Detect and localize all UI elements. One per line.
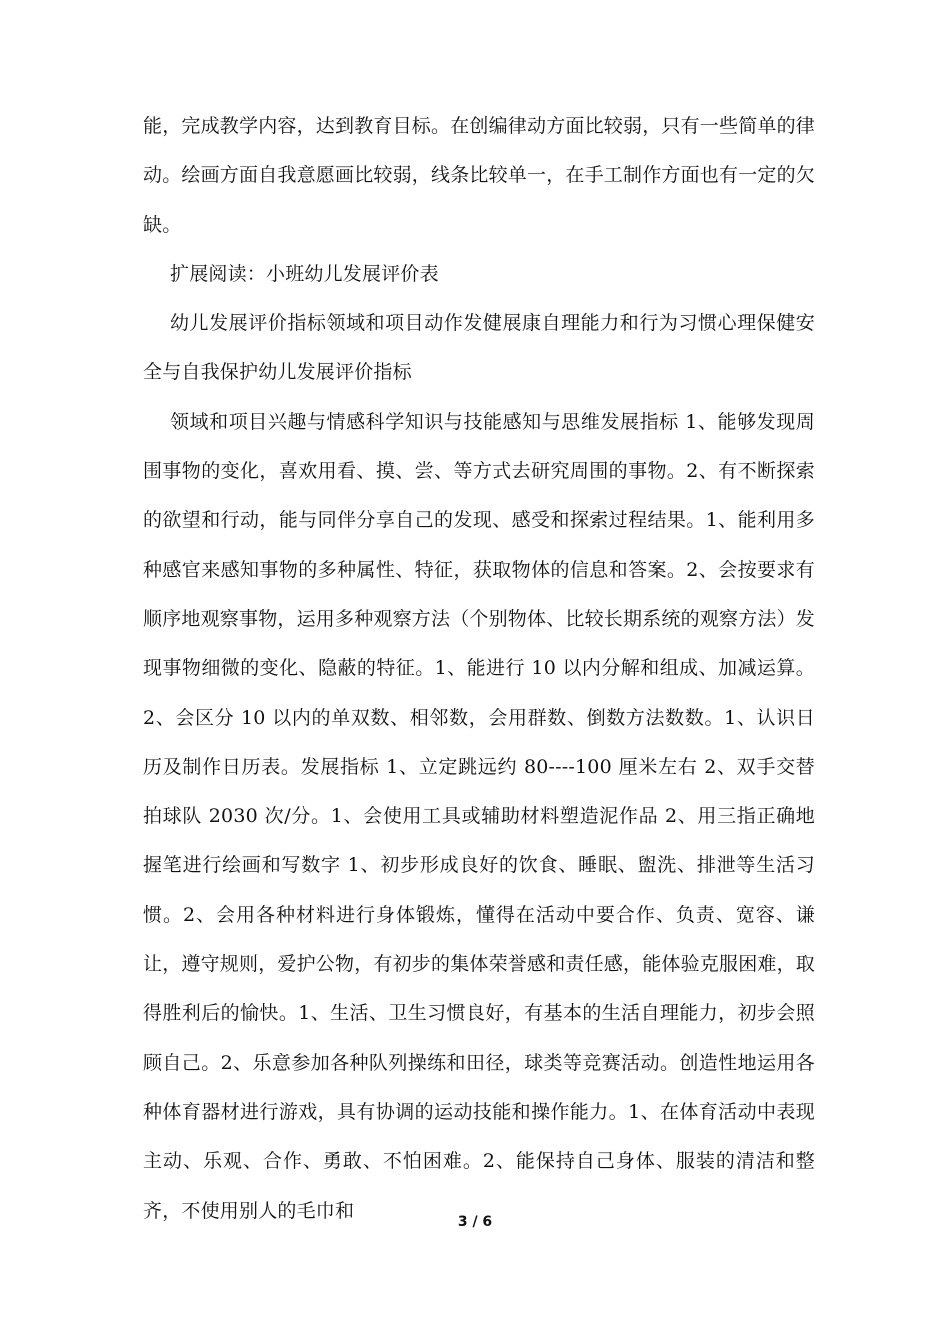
paragraph-extended-reading-heading: 扩展阅读：小班幼儿发展评价表 xyxy=(170,262,439,285)
paragraph-evaluation-indicators: 幼儿发展评价指标领域和项目动作发健展康自理能力和行为习惯心理保健安全与自我保护幼儿发展评价指标 xyxy=(143,312,815,384)
document-body xyxy=(143,102,815,1236)
paragraph-intro-continuation: 能，完成教学内容，达到教育目标。在创编律动方面比较弱，只有一些简单的律动。绘画方面自我意愿画比较弱，线条比较单一，在手工制作方面也有一定的欠缺。 xyxy=(143,115,816,236)
page-number: 3 / 6 xyxy=(457,1214,493,1230)
paragraph-development-indicators: 领域和项目兴趣与情感科学知识与技能感知与思维发展指标 1、能够发现周围事物的变化，喜欢用看、摸、尝、等方式去研究周围的事物。2、有不断探索的欲望和行动，能与同伴分享自己的发现、感受和探索过程结果。1、能利用多种感官来感知事物的多种属性、特征，获取物体的信息和答案。2、会按要求有顺序地观察事物，运用多种观察方法（个别物体、比较长期系统的观察方法）发现事物细微的变化、隐蔽的特征。1、能进行 10 以内分解和组成、加减运算。2、会区分 10 以内的单双数、相邻数，会用群数、倒数方法数数。1、认识日历及制作日历表。发展指标 1、立定跳远约 80----100 厘米左右 2、双手交替拍球队 2030 次/分。1、会使用工具或辅助材料塑造泥作品 2、用三指正确地握笔进行绘画和写数字 1、初步形成良好的饮食、睡眠、盥洗、排泄等生活习惯。2、会用各种材料进行身体锻炼，懂得在活动中要合作、负责、宽容、谦让，遵守规则，爱护公物，有初步的集体荣誉感和责任感，能体验克服困难，取得胜利后的愉快。1、生活、卫生习惯良好，有基本的生活自理能力，初步会照顾自己。2、乐意参加各种队列操练和田径，球类等竞赛活动。创造性地运用各种体育器材进行游戏，具有协调的运动技能和操作能力。1、在体育活动中表现主动、乐观、合作、勇敢、不怕困难。2、能保持自己身体、服装的清洁和整齐，不使用别人的毛巾和 xyxy=(143,410,816,1222)
